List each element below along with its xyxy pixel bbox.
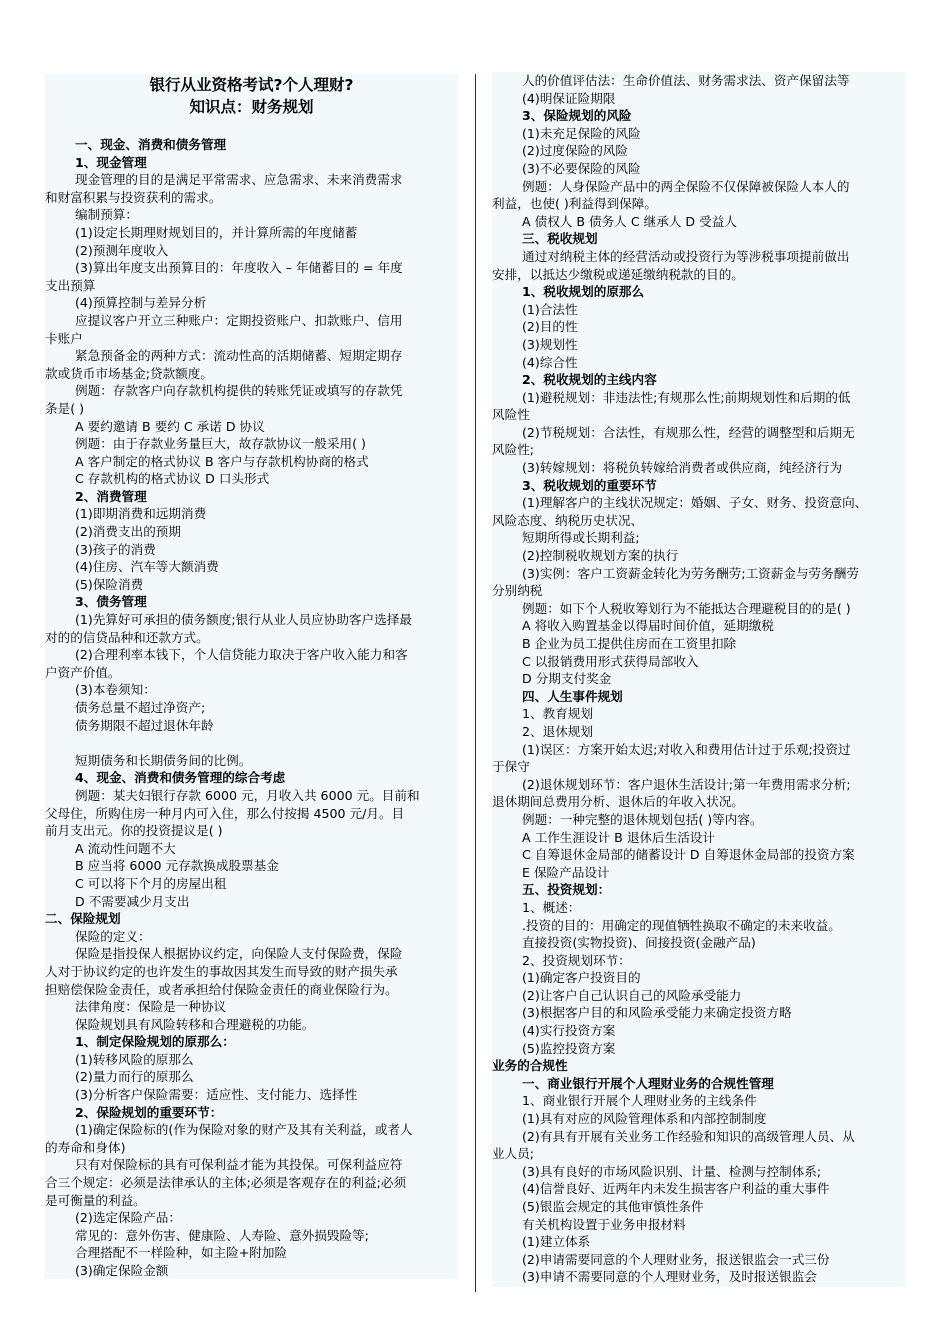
- text-line: 利益，也使( )利益得到保障。: [492, 196, 657, 212]
- text-line: 款或货币市场基金;贷款额度。: [45, 365, 213, 381]
- text-line: (2)让客户自己认识自己的风险承受能力: [522, 987, 742, 1003]
- text-line: B 应当将 6000 元存款换成股票基金: [75, 858, 279, 874]
- right-column-body: [492, 72, 906, 1286]
- text-line: (1)先算好可承担的债务额度;银行从业人员应协助客户选择最: [75, 612, 412, 628]
- text-line: (3)转嫁规划：将税负转嫁给消费者或供应商，纯经济行为: [522, 460, 843, 476]
- text-line: 对的的信贷品种和还款方式。: [45, 629, 209, 645]
- text-line: 4、现金、消费和债务管理的综合考虑: [75, 770, 286, 786]
- text-line: 保险是指投保人根据协议约定，向保险人支付保险费，保险: [75, 946, 403, 962]
- text-line: 风险性: [492, 407, 530, 423]
- text-line: 例题：由于存款业务量巨大，故存款协议一般采用( ): [75, 436, 366, 452]
- text-line: 父母住，所购住房一种月内可入住，那么付按揭 4500 元/月。目: [45, 805, 405, 821]
- text-line: 的寿命和身体): [45, 1139, 126, 1155]
- text-line: (3)不必要保险的风险: [522, 160, 641, 176]
- text-line: 人对于协议约定的也许发生的事故因其发生而导致的财产损失承: [45, 963, 398, 979]
- text-line: 一、现金、消费和债务管理: [75, 137, 227, 152]
- text-line: (3)规划性: [522, 336, 578, 352]
- text-line: 退休期间总费用分析、退休后的年收入状况。: [492, 794, 744, 810]
- text-line: A 工作生涯设计 B 退休后生活设计: [522, 829, 715, 845]
- text-line: A 将收入购置基金以得届时间价值，延期缴税: [522, 618, 774, 634]
- text-line: 例题：某夫妇银行存款 6000 元，月收入共 6000 元。目前和: [75, 787, 420, 803]
- text-line: (2)量力而行的原那么: [75, 1069, 194, 1085]
- text-line: D 分期支付奖金: [522, 671, 612, 687]
- text-line: (4)信誉良好、近两年内未发生损害客户利益的重大事件: [522, 1181, 830, 1197]
- text-line: 三、税收规划: [522, 231, 598, 247]
- text-line: 通过对纳税主体的经营活动或投资行为等涉税事项提前做出: [522, 248, 850, 264]
- text-line: 例题：如下个人税收筹划行为不能抵达合理避税目的的是( ): [522, 600, 851, 616]
- text-line: (3)根据客户目的和风险承受能力来确定投资方略: [522, 1005, 792, 1021]
- text-line: (2)控制税收规划方案的执行: [522, 548, 679, 564]
- text-line: (2)过度保险的风险: [522, 143, 628, 159]
- text-line: 合理搭配不一样险种，如主险+附加险: [75, 1245, 288, 1261]
- text-line: (2)预测年度收入: [75, 242, 169, 258]
- text-line: C 可以将下个月的房屋出租: [75, 875, 227, 891]
- text-line: 前月支出元。你的投资提议是( ): [45, 823, 223, 839]
- text-line: (2)申请需要同意的个人理财业务，报送银监会一式三份: [522, 1251, 830, 1267]
- text-line: 编制预算：: [75, 207, 138, 223]
- page-title-line-2: 知识点：财务规划: [189, 98, 314, 116]
- text-line: 短期债务和长期债务间的比例。: [75, 752, 252, 768]
- text-line: (1)理解客户的主线状况规定：婚姻、子女、财务、投资意向、: [522, 495, 868, 511]
- column-divider: [475, 74, 476, 1292]
- text-line: (2)有具有开展有关业务工作经验和知识的高级管理人员、从: [522, 1128, 855, 1144]
- text-line: A 流动性问题不大: [75, 840, 176, 856]
- text-line: 1、现金管理: [75, 154, 147, 170]
- text-line: 债务总量不超过净资产;: [75, 700, 206, 715]
- text-line: (3)孩子的消费: [75, 541, 156, 557]
- text-line: (1)即期消费和远期消费: [75, 506, 207, 522]
- text-line: 例题：人身保险产品中的两全保险不仅保障被保险人本人的: [522, 178, 850, 194]
- text-line: (2)目的性: [522, 319, 578, 335]
- text-line: (2)选定保险产品：: [75, 1210, 181, 1226]
- text-line: 风险性;: [492, 442, 535, 458]
- text-line: C 以报销费用形式获得局部收入: [522, 653, 699, 669]
- text-line: 于保守: [492, 759, 530, 775]
- text-line: 担赔偿保险金责任，或者承担给付保险金责任的商业保险行为。: [45, 981, 398, 997]
- text-line: 有关机构设置于业务申报材料: [522, 1216, 686, 1232]
- text-line: 二、保险规划: [45, 911, 121, 927]
- text-line: (4)综合性: [522, 354, 578, 370]
- text-line: 1、概述：: [522, 899, 581, 915]
- text-line: (3)确定保险金额: [75, 1263, 169, 1278]
- text-line: 保险规划具有风险转移和合理避税的功能。: [75, 1016, 315, 1032]
- text-line: (1)误区：方案开始太迟;对收入和费用估计过于乐观;投资过: [522, 741, 851, 757]
- text-line: 2、税收规划的主线内容: [522, 372, 657, 388]
- text-line: 是可衡量的利益。: [45, 1192, 146, 1208]
- text-line: 2、保险规划的重要环节：: [75, 1104, 223, 1120]
- text-line: 业人员;: [492, 1146, 535, 1162]
- text-line: 五、投资规划：: [522, 882, 611, 898]
- text-line: (5)保险消费: [75, 576, 144, 592]
- text-line: (1)具有对应的风险管理体系和内部控制制度: [522, 1111, 767, 1127]
- text-line: 保险的定义：: [75, 928, 151, 944]
- text-line: .投资的目的：用确定的现值牺牲换取不确定的未来收益。: [522, 917, 841, 933]
- text-line: A 客户制定的格式协议 B 客户与存款机构协商的格式: [75, 453, 369, 469]
- text-line: (5)银监会规定的其他审慎性条件: [522, 1199, 704, 1214]
- text-line: (2)合理利率本钱下，个人信贷能力取决于客户收入能力和客: [75, 647, 408, 663]
- text-line: 短期所得或长期利益;: [522, 530, 640, 546]
- text-line: (3)分析客户保险需要：适应性、支付能力、选择性: [75, 1087, 358, 1103]
- left-column: [45, 74, 458, 1279]
- text-line: 常见的：意外伤害、健康险、人寿险、意外损毁险等;: [75, 1227, 369, 1243]
- text-line: 一、商业银行开展个人理财业务的合规性管理: [522, 1075, 774, 1091]
- text-line: 条是( ): [45, 400, 85, 416]
- text-line: (1)合法性: [522, 301, 578, 317]
- text-line: 1、教育规划: [522, 706, 593, 722]
- text-line: A 债权人 B 债务人 C 继承人 D 受益人: [522, 213, 737, 229]
- text-line: 1、税收规划的原那么: [522, 284, 645, 300]
- text-line: 人的价值评估法：生命价值法、财务需求法、资产保留法等: [522, 73, 850, 88]
- text-line: (1)确定保险标的(作为保险对象的财产及其有关利益，或者人: [75, 1122, 413, 1138]
- text-line: (3)具有良好的市场风险识别、计量、检测与控制体系;: [522, 1163, 822, 1179]
- text-line: (1)避税规划：非违法性;有规那么性;前期规划性和后期的低: [522, 389, 851, 405]
- text-line: (3)申请不需要同意的个人理财业务，及时报送银监会: [522, 1269, 817, 1285]
- text-line: 直接投资(实物投资)、间接投资(金融产品): [522, 935, 756, 951]
- text-line: (5)监控投资方案: [522, 1040, 616, 1056]
- text-line: (3)本卷须知：: [75, 682, 156, 698]
- text-line: (4)住房、汽车等大额消费: [75, 559, 219, 575]
- text-line: 例题：一种完整的退休规划包括( )等内容。: [522, 811, 763, 827]
- text-line: 只有对保险标的具有可保利益才能为其投保。可保利益应符: [75, 1157, 403, 1173]
- text-line: 和财富积累与投资获利的需求。: [45, 189, 222, 205]
- text-line: (1)设定长期理财规划目的，并计算所需的年度储蓄: [75, 224, 358, 240]
- text-line: (1)转移风险的原那么: [75, 1051, 194, 1067]
- text-line: (4)明保证险期限: [522, 90, 616, 106]
- text-line: (1)未充足保险的风险: [522, 125, 641, 141]
- text-line: C 存款机构的格式协议 D 口头形式: [75, 471, 270, 487]
- text-line: 法律角度：保险是一种协议: [75, 999, 227, 1015]
- text-line: 应提议客户开立三种账户：定期投资账户、扣款账户、信用: [75, 312, 403, 328]
- text-line: 3、保险规划的风险: [522, 108, 632, 124]
- text-line: 户资产价值。: [45, 664, 121, 680]
- text-line: 例题：存款客户向存款机构提供的转账凭证或填写的存款凭: [75, 383, 403, 399]
- text-line: 3、债务管理: [75, 594, 147, 610]
- text-line: A 要约邀请 B 要约 C 承诺 D 协议: [75, 418, 265, 434]
- text-line: (1)确定客户投资目的: [522, 970, 641, 986]
- text-line: 卡账户: [45, 330, 83, 346]
- text-line: 业务的合规性: [492, 1058, 568, 1074]
- text-line: 2、消费管理: [75, 488, 147, 504]
- text-line: D 不需要减少月支出: [75, 893, 190, 909]
- right-column: [492, 72, 906, 1287]
- text-line: 现金管理的目的是满足平常需求、应急需求、未来消费需求: [75, 172, 403, 188]
- text-line: (4)预算控制与差异分析: [75, 295, 207, 311]
- text-line: [45, 734, 458, 752]
- text-line: C 自筹退休金局部的储蓄设计 D 自筹退休金局部的投资方案: [522, 847, 855, 863]
- text-line: (3)算出年度支出预算目的：年度收入 – 年储蓄目的 = 年度: [75, 260, 403, 276]
- text-line: 四、人生事件规划: [522, 688, 623, 704]
- text-line: 债务期限不超过退休年龄: [75, 717, 214, 733]
- page-title-line-1: 银行从业资格考试?个人理财?: [149, 76, 354, 94]
- text-line: 合三个规定：必须是法律承认的主体;必须是客观存在的利益;必须: [45, 1175, 407, 1191]
- text-line: 风险态度、纳税历史状况、: [492, 512, 644, 528]
- left-column-body: [45, 136, 458, 1280]
- text-line: 2、退休规划: [522, 723, 593, 739]
- text-line: (4)实行投资方案: [522, 1023, 616, 1039]
- text-line: (2)退休规划环节：客户退休生活设计;第一年费用需求分析;: [522, 776, 851, 792]
- text-line: 安排，以抵达少缴税或递延缴纳税款的目的。: [492, 266, 744, 282]
- text-line: 支出预算: [45, 277, 96, 293]
- text-line: (2)节税规划：合法性，有规那么性，经营的调整型和后期无: [522, 424, 855, 440]
- text-line: (1)建立体系: [522, 1234, 591, 1250]
- text-line: 3、税收规划的重要环节: [522, 477, 657, 493]
- text-line: (2)消费支出的预期: [75, 524, 181, 540]
- text-line: 紧急预备金的两种方式：流动性高的活期储蓄、短期定期存: [75, 348, 403, 364]
- text-line: 2、投资规划环节：: [522, 952, 631, 968]
- text-line: E 保险产品设计: [522, 864, 610, 880]
- text-line: 1、商业银行开展个人理财业务的主线条件: [522, 1093, 757, 1109]
- text-line: B 企业为员工提供住房而在工资里扣除: [522, 636, 737, 651]
- text-line: (3)实例：客户工资薪金转化为劳务酬劳;工资薪金与劳务酬劳: [522, 565, 859, 581]
- text-line: 1、制定保险规划的原那么：: [75, 1034, 235, 1050]
- text-line: 分别纳税: [492, 583, 543, 599]
